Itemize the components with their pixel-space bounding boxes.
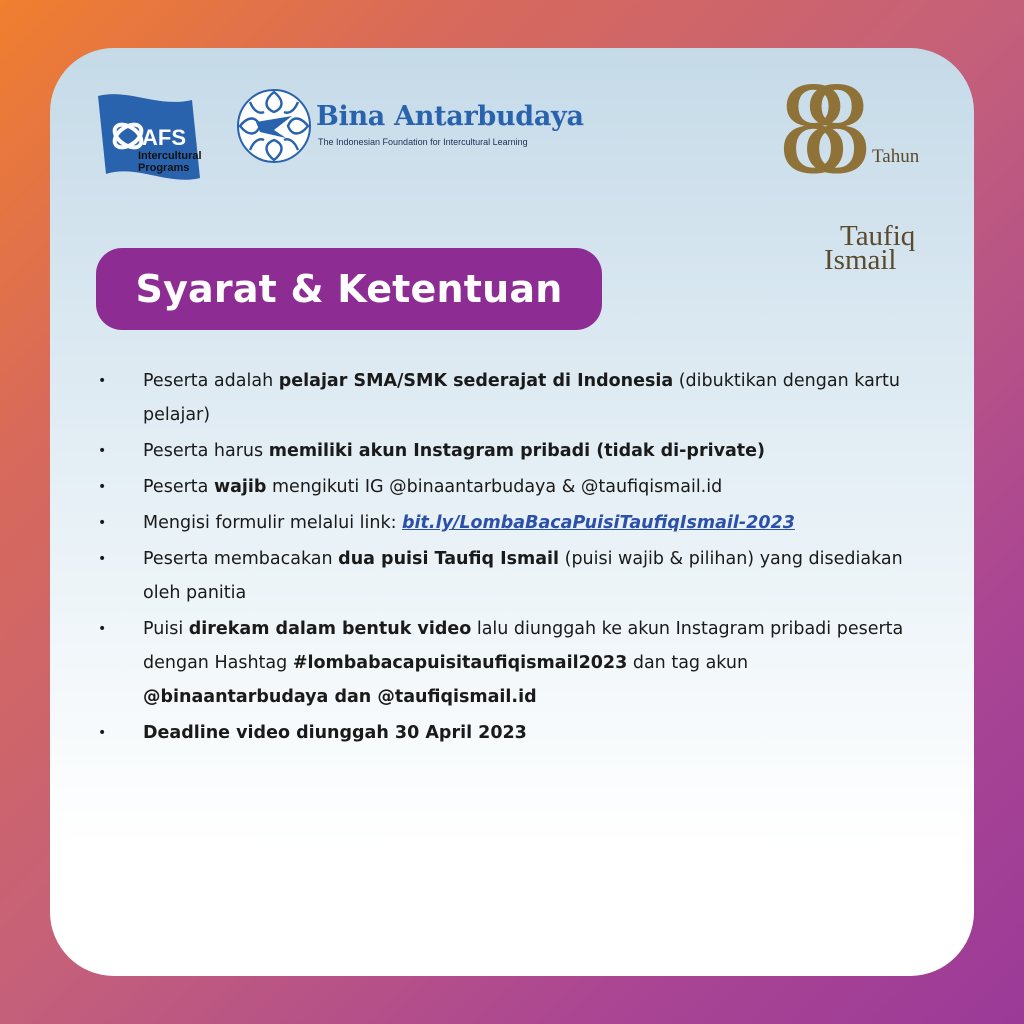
rule-bold: pelajar SMA/SMK sederajat di Indonesia	[278, 371, 674, 391]
rule-text: Peserta harus	[143, 441, 269, 461]
rule-item	[50, 506, 974, 540]
rule-text: Peserta	[143, 477, 214, 497]
rule-text: (puisi wajib & pilihan) yang disediakan oleh panitia	[143, 549, 903, 603]
title-pill	[96, 248, 602, 330]
rule-item	[50, 542, 974, 610]
rule-item	[50, 612, 974, 714]
rule-text: Puisi	[143, 619, 189, 639]
bina-title: Bina Antarbudaya	[316, 101, 584, 132]
rule-item	[50, 470, 974, 504]
rule-bold: direkam dalam bentuk video	[188, 619, 472, 639]
afs-subtitle	[138, 150, 202, 174]
rule-text: mengikuti IG @binaantarbudaya & @taufiqismail.id	[266, 477, 723, 497]
anniversary-tahun: Tahun	[872, 146, 920, 167]
rule-text: Mengisi formulir melalui link:	[143, 513, 403, 533]
anniversary-name-taufiq: Taufiq	[840, 220, 916, 252]
anniversary-logo	[776, 62, 956, 276]
rule-bold: memiliki akun Instagram pribadi (tidak di-private)	[268, 441, 766, 461]
bina-seal-icon	[234, 86, 314, 166]
rule-text: dan tag akun	[627, 653, 749, 673]
afs-line1: Intercultural	[138, 150, 202, 162]
afs-flag-icon	[88, 90, 204, 190]
rule-bold: @binaantarbudaya dan @taufiqismail.id	[143, 687, 537, 707]
anniversary-name-ismail: Ismail	[824, 244, 897, 276]
deadline-text: Deadline video diunggah 30 April 2023	[143, 723, 527, 743]
afs-line2: Programs	[138, 162, 190, 174]
rule-item	[50, 364, 974, 432]
anniversary-number: 88	[776, 62, 823, 200]
poster-card	[50, 48, 974, 976]
rule-text: lalu diunggah ke akun Instagram pribadi peserta dengan Hashtag	[143, 619, 904, 673]
rule-item	[50, 434, 974, 468]
bina-subtitle: The Indonesian Foundation for Intercultural Learning	[318, 137, 528, 147]
rules-list	[50, 364, 974, 752]
registration-link[interactable]: bit.ly/LombaBacaPuisiTaufiqIsmail-2023	[402, 513, 795, 533]
rule-bold: wajib	[213, 477, 267, 497]
rule-item	[50, 716, 974, 750]
hashtag: #lombabacapuisitaufiqismail2023	[292, 653, 628, 673]
rule-text: Peserta adalah	[143, 371, 279, 391]
rule-bold: dua puisi Taufiq Ismail	[338, 549, 560, 569]
afs-mark: AFS	[142, 125, 186, 150]
page-title: Syarat & Ketentuan	[135, 267, 563, 311]
rule-text: (dibuktikan dengan kartu pelajar)	[143, 371, 900, 425]
rule-text: Peserta membacakan	[143, 549, 339, 569]
